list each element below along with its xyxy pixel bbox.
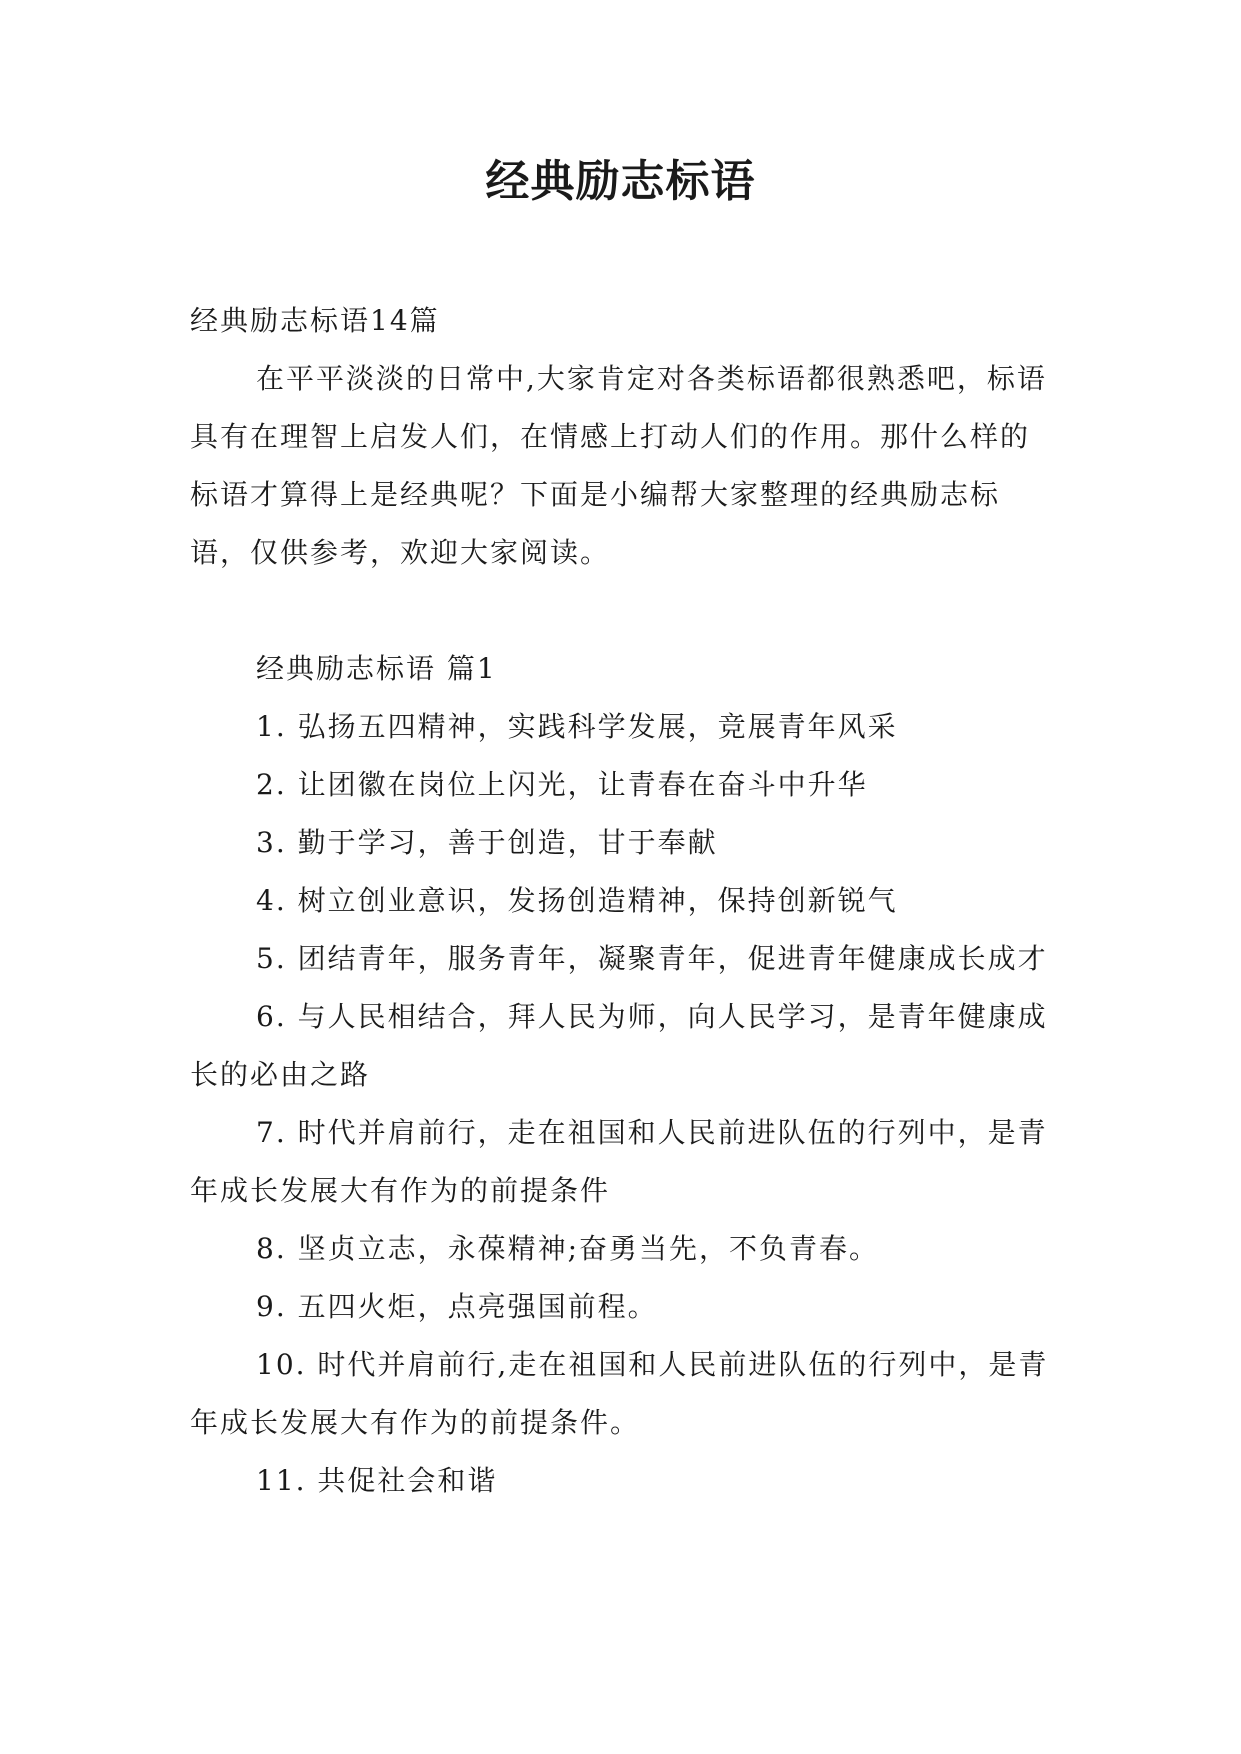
slogan-item-2: 2. 让团徽在岗位上闪光，让青春在奋斗中升华: [256, 768, 868, 801]
slogan-item-9: 9. 五四火炬，点亮强国前程。: [256, 1290, 658, 1323]
slogan-item-3: 3. 勤于学习，善于创造，甘于奉献: [256, 826, 718, 859]
slogan-item-10: 10. 时代并肩前行,走在祖国和人民前进队伍的行列中，是青年成长发展大有作为的前提条件。: [190, 1348, 1049, 1439]
slogan-item-1: 1. 弘扬五四精神，实践科学发展，竞展青年风采: [256, 710, 898, 743]
document-title: 经典励志标语: [485, 156, 756, 207]
paragraph-gap: [190, 582, 1052, 640]
slogan-item-6: 6. 与人民相结合，拜人民为师，向人民学习，是青年健康成长的必由之路: [190, 1000, 1048, 1091]
document-body: [190, 292, 1052, 1510]
section-heading: 经典励志标语 篇1: [256, 652, 497, 685]
slogan-item-11: 11. 共促社会和谐: [256, 1464, 498, 1497]
slogan-item-5: 5. 团结青年，服务青年，凝聚青年，促进青年健康成长成才: [256, 942, 1048, 975]
slogan-item-7: 7. 时代并肩前行，走在祖国和人民前进队伍的行列中，是青年成长发展大有作为的前提条件: [190, 1116, 1048, 1207]
slogan-item-4: 4. 树立创业意识，发扬创造精神，保持创新锐气: [256, 884, 898, 917]
slogan-item-8: 8. 坚贞立志，永葆精神;奋勇当先，不负青春。: [256, 1232, 880, 1265]
document-subtitle: 经典励志标语14篇: [190, 304, 440, 337]
intro-paragraph: 在平平淡淡的日常中,大家肯定对各类标语都很熟悉吧，标语具有在理智上启发人们，在情感上打动人们的作用。那什么样的标语才算得上是经典呢？下面是小编帮大家整理的经典励志标语，仅供参考，欢迎大家阅读。: [190, 362, 1047, 569]
